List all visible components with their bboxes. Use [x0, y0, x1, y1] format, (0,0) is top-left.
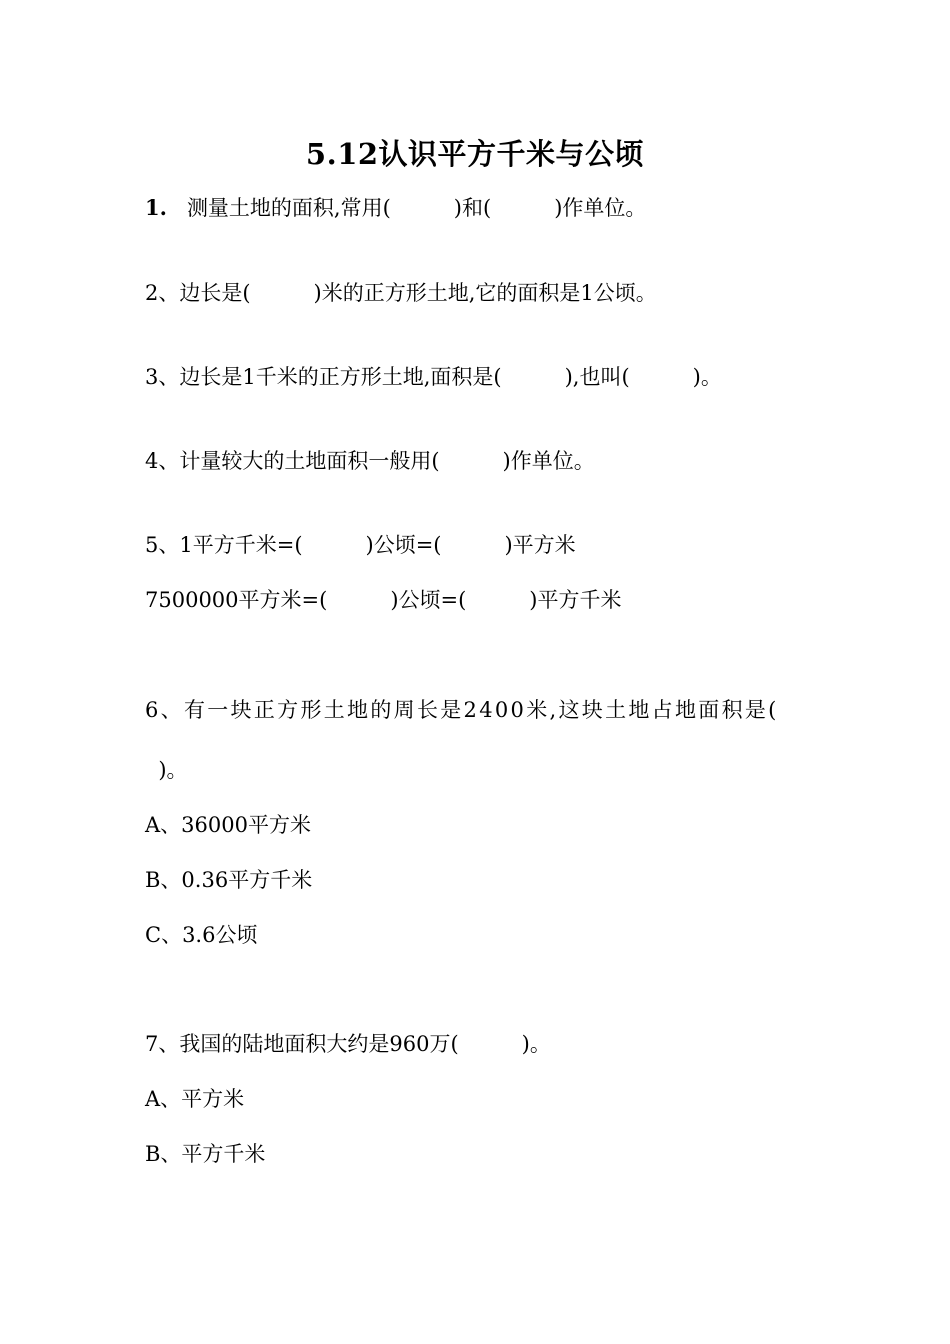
question-5-line-2: 7500000平方米=( )公顷=( )平方千米: [145, 588, 622, 612]
question-1-text: 测量土地的面积,常用( )和( )作单位。: [186, 196, 647, 220]
question-1-number: 1.: [145, 195, 167, 220]
question-6-option-a: A、36000平方米: [145, 813, 311, 837]
question-6-option-b: B、0.36平方千米: [145, 868, 313, 892]
question-4: 4、计量较大的土地面积一般用( )作单位。: [145, 449, 595, 473]
question-6-text-line-1: 6、有一块正方形土地的周长是2400米,这块土地占地面积是(: [145, 698, 779, 722]
question-2: 2、边长是( )米的正方形土地,它的面积是1公顷。: [145, 281, 657, 305]
question-7-option-b: B、平方千米: [145, 1142, 266, 1166]
question-5-line-1: 5、1平方千米=( )公顷=( )平方米: [145, 533, 576, 557]
page-title: 5.12认识平方千米与公顷: [305, 137, 645, 171]
question-1: [145, 193, 646, 223]
question-6-text-line-2: )。: [145, 758, 188, 782]
question-7: 7、我国的陆地面积大约是960万( )。: [145, 1032, 551, 1056]
question-6-option-c: C、3.6公顷: [145, 923, 258, 947]
question-3: 3、边长是1千米的正方形土地,面积是( ),也叫( )。: [145, 365, 722, 389]
question-7-option-a: A、平方米: [145, 1087, 245, 1111]
